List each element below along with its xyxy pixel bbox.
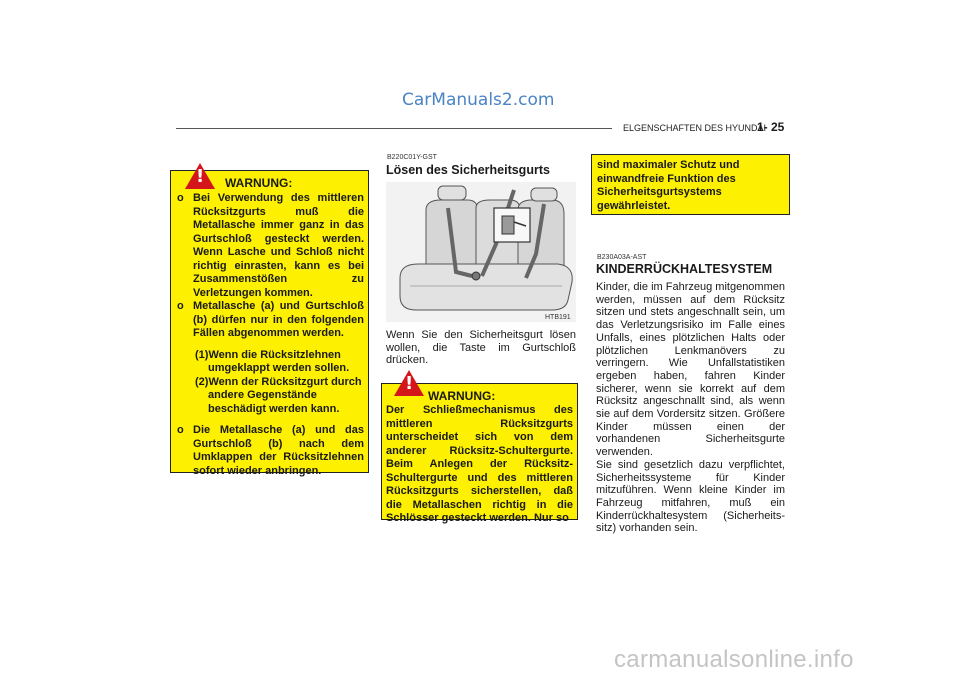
sub-list-item: (1)Wenn die Rücksitzlehnen umgeklappt werden sollen. <box>195 348 350 374</box>
section-code: B220C01Y-GST <box>387 154 437 161</box>
section-heading: Lösen des Sicherheitsgurts <box>386 163 550 177</box>
release-instructions: Wenn Sie den Sicherheitsgurt lösen wollen, die Taste im Gurtschloß drücken. <box>386 329 576 367</box>
seatbelt-illustration <box>386 182 576 322</box>
warning-list <box>177 192 364 478</box>
running-head: ELGENSCHAFTEN DES HYUNDAI <box>623 123 767 133</box>
warning-box-left <box>170 166 369 477</box>
warning-text: Der Schließmechanismus des mittleren Rücksitzgurts unterscheidet sich von dem anderer Rücksitz-Schultergurte. Beim Anlegen der Rücksitz-Schultergurte und des mittleren Rücksitzgurts sicherstellen, daß die Metallaschen richtig in die Schlösser gesteckt werden. Nur so <box>386 404 573 524</box>
section-code: B230A03A-AST <box>597 254 647 261</box>
warning-sub-list <box>195 349 364 417</box>
sub-list-wrapper <box>177 349 364 417</box>
header-rule <box>176 128 612 129</box>
warning-exclamation: ! <box>405 373 414 394</box>
warning-exclamation: ! <box>196 166 205 187</box>
section-heading: KINDERRÜCKHALTESYSTEM <box>596 262 773 276</box>
sub-list-item: (2)Wenn der Rücksitzgurt durch andere Gegenstände beschädigt werden kann. <box>195 375 362 415</box>
warning-text: sind maximaler Schutz und einwandfreie Funktion des Sicherheitsgurtsystems gewährleistet. <box>597 159 740 212</box>
watermark-top[interactable]: CarManuals2.com <box>402 90 555 110</box>
figure-label: HTB191 <box>545 314 571 321</box>
warning-title: WARNUNG: <box>428 389 496 403</box>
watermark-bottom[interactable]: carmanualsonline.info <box>614 646 854 673</box>
page-number: 1- 25 <box>757 120 785 134</box>
warning-box-right <box>591 154 790 215</box>
paragraph: Kinder, die im Fahrzeug mitgenommen werden, müssen auf dem Rücksitz sitzen und stets angeschnallt sein, um das Verletzungsrisiko im Falle eines Unfalls, eines plötzlichen Halts oder plötzlichen Lenkmanövers zu verringern. Wie Unfallstatistiken ergeben haben, fahren Kinder sicherer, wenn sie korrekt auf dem Rücksitz angeschnallt sind, als wenn sie auf dem Vordersitz sitzen. Größere Kinder müssen einen der vorhandenen Sicherheitsgurte verwenden. <box>596 281 785 459</box>
warning-title: WARNUNG: <box>225 176 293 190</box>
list-item: o Bei Verwendung des mittleren Rücksitzgurts muß die Metallasche immer ganz in das Gurtschloß gesteckt werden. Wenn Lasche und Schloß nicht richtig einrasten, kann es bei Zusammenstößen zu Verletzungen kommen. <box>177 192 364 299</box>
warning-box-middle <box>381 373 578 524</box>
paragraph: Sie sind gesetzlich dazu verpflichtet, Sicherheitssysteme für Kinder mitzuführen. Wenn kleine Kinder im Fahrzeug mitfahren, muß ein Kinderrückhaltesystem (Sicherheits-sitz) vorhanden sein. <box>596 458 785 535</box>
list-item: o Metallasche (a) und Gurtschloß (b) dürfen nur in den folgenden Fällen abgenommen werden. <box>177 300 364 339</box>
child-restraint-text <box>596 281 785 535</box>
seatbelt-illustration-svg <box>386 182 576 322</box>
list-item: o Die Metallasche (a) und das Gurtschloß (b) nach dem Umklappen der Rücksitzlehnen sofort wieder anbringen. <box>177 424 364 477</box>
